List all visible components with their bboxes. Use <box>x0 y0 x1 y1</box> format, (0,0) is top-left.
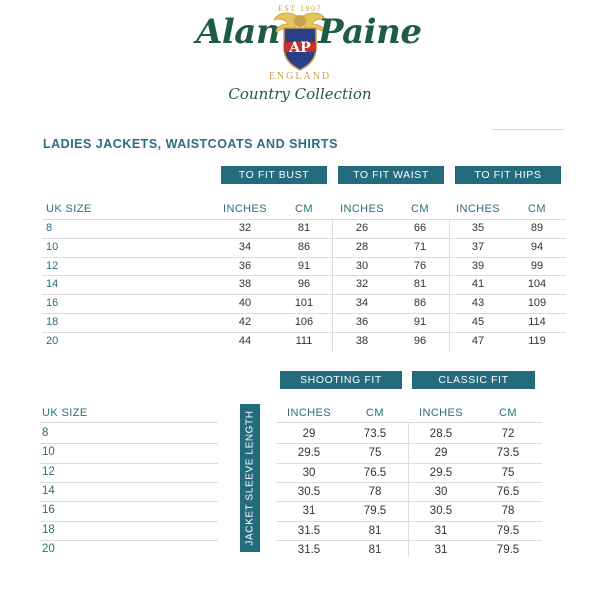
group-header-1: TO FIT WAIST <box>338 166 444 184</box>
column-header-3: CM <box>499 407 517 419</box>
group-divider <box>408 422 409 557</box>
table-cell: 81 <box>368 524 382 537</box>
group-divider <box>449 219 450 351</box>
size-row-divider <box>40 482 218 483</box>
brand-name-first: Alan <box>196 12 281 52</box>
table-cell: 76.5 <box>496 485 520 498</box>
table-cell: 36 <box>238 259 252 272</box>
size-label: 8 <box>42 427 49 439</box>
table-cell: 86 <box>297 240 311 253</box>
column-header-1: CM <box>366 407 384 419</box>
table-cell: 106 <box>294 316 314 328</box>
column-header-0: INCHES <box>223 203 267 215</box>
table-cell: 29.5 <box>429 466 453 479</box>
size-row-divider <box>40 521 218 522</box>
size-label: 12 <box>46 259 59 272</box>
values-row-divider <box>276 463 542 464</box>
table-cell: 72 <box>501 428 515 440</box>
table-cell: 42 <box>238 316 252 328</box>
table-cell: 29.5 <box>297 447 321 460</box>
size-row-divider <box>40 443 218 444</box>
table-cell: 30.5 <box>429 505 453 518</box>
table-cell: 89 <box>530 222 544 234</box>
group-header-0: SHOOTING FIT <box>280 371 402 389</box>
values-header-rule <box>276 422 542 423</box>
established-year: EST 1907 <box>277 4 323 13</box>
jacket-sleeve-length-label: JACKET SLEEVE LENGTH <box>244 410 256 546</box>
table-cell: 86 <box>413 297 427 310</box>
table-cell: 30 <box>434 485 448 498</box>
size-label: 14 <box>42 484 55 497</box>
values-row-divider <box>276 540 542 541</box>
table-cell: 28 <box>355 240 369 253</box>
group-header-1: CLASSIC FIT <box>412 371 535 389</box>
table-cell: 29 <box>434 447 448 460</box>
table-cell: 39 <box>471 259 485 272</box>
table-cell: 73.5 <box>496 447 520 460</box>
collection-name: Country Collection <box>228 85 372 103</box>
values-row-divider <box>276 521 542 522</box>
group-header-2: TO FIT HIPS <box>455 166 561 184</box>
size-label: 8 <box>46 222 53 234</box>
table-cell: 28.5 <box>429 428 453 440</box>
table-cell: 114 <box>528 316 546 328</box>
table-cell: 79.5 <box>496 543 520 556</box>
table-cell: 78 <box>368 485 382 498</box>
table-cell: 31 <box>434 543 448 556</box>
table-cell: 94 <box>530 240 544 253</box>
values-row-divider <box>276 482 542 483</box>
table-cell: 78 <box>501 505 515 518</box>
column-header-0: INCHES <box>287 407 331 419</box>
header-divider <box>492 129 564 130</box>
size-label: 20 <box>46 334 59 347</box>
table-cell: 38 <box>238 278 252 291</box>
size-header-rule <box>40 422 218 423</box>
table-cell: 30 <box>302 466 316 479</box>
table-cell: 29 <box>302 428 316 440</box>
table-cell: 31.5 <box>297 524 321 537</box>
table-cell: 81 <box>297 222 311 234</box>
table-cell: 31 <box>434 524 448 537</box>
table-cell: 96 <box>297 278 311 291</box>
column-header-5: CM <box>528 203 546 215</box>
row-divider <box>42 294 566 295</box>
table-cell: 34 <box>238 240 252 253</box>
size-row-divider <box>40 501 218 502</box>
table-cell: 36 <box>355 316 369 328</box>
table-cell: 30.5 <box>297 485 321 498</box>
table-cell: 41 <box>471 278 485 291</box>
column-header-1: CM <box>295 203 313 215</box>
brand-name-second: Paine <box>318 12 422 52</box>
row-divider <box>42 332 566 333</box>
brand-country: ENGLAND <box>268 71 332 82</box>
row-divider <box>42 313 566 314</box>
table-cell: 96 <box>413 334 427 347</box>
size-label: 12 <box>42 465 55 478</box>
table-cell: 34 <box>355 297 369 310</box>
table-cell: 26 <box>355 222 369 234</box>
table-cell: 79.5 <box>496 524 520 537</box>
table-cell: 91 <box>413 316 427 328</box>
table-cell: 32 <box>355 278 369 291</box>
size-label: 20 <box>42 542 55 555</box>
size-label: 18 <box>46 316 59 328</box>
values-row-divider <box>276 501 542 502</box>
size-label: 16 <box>42 504 55 517</box>
table-cell: 43 <box>471 297 485 310</box>
section-title: LADIES JACKETS, WAISTCOATS AND SHIRTS <box>43 137 338 151</box>
table-cell: 111 <box>295 334 313 347</box>
table-cell: 44 <box>238 334 252 347</box>
size-label: 10 <box>42 446 55 459</box>
table-cell: 66 <box>413 222 427 234</box>
crest-helmet <box>294 15 306 27</box>
table-cell: 119 <box>528 334 546 347</box>
row-divider <box>42 238 566 239</box>
table-cell: 75 <box>368 447 382 460</box>
table-cell: 104 <box>527 278 547 291</box>
table-cell: 81 <box>413 278 427 291</box>
size-label: 18 <box>42 523 55 536</box>
table-cell: 75 <box>501 466 515 479</box>
size-column-header: UK SIZE <box>46 203 92 215</box>
group-header-0: TO FIT BUST <box>221 166 327 184</box>
table-cell: 37 <box>471 240 485 253</box>
row-divider <box>42 257 566 258</box>
table-cell: 79.5 <box>363 505 387 518</box>
values-row-divider <box>276 443 542 444</box>
table-cell: 45 <box>471 316 485 328</box>
row-divider <box>42 275 566 276</box>
table-cell: 73.5 <box>363 428 387 440</box>
column-header-2: INCHES <box>419 407 463 419</box>
table-cell: 76 <box>413 259 427 272</box>
header-rule <box>42 219 566 220</box>
size-row-divider <box>40 463 218 464</box>
crest-letters: AP <box>289 40 311 56</box>
table-cell: 99 <box>530 259 544 272</box>
table-cell: 47 <box>471 334 485 347</box>
size-column-header: UK SIZE <box>42 407 88 419</box>
column-header-3: CM <box>411 203 429 215</box>
size-label: 16 <box>46 297 59 310</box>
size-label: 10 <box>46 240 59 253</box>
size-label: 14 <box>46 278 59 291</box>
size-row-divider <box>40 540 218 541</box>
table-cell: 76.5 <box>363 466 387 479</box>
table-cell: 38 <box>355 334 369 347</box>
column-header-2: INCHES <box>340 203 384 215</box>
table-cell: 31.5 <box>297 543 321 556</box>
table-cell: 32 <box>238 222 252 234</box>
table-cell: 101 <box>294 297 314 310</box>
table-cell: 81 <box>368 543 382 556</box>
table-cell: 71 <box>413 240 427 253</box>
table-cell: 31 <box>302 505 316 518</box>
group-divider <box>332 219 333 351</box>
table-cell: 109 <box>527 297 547 310</box>
table-cell: 30 <box>355 259 369 272</box>
table-cell: 35 <box>471 222 485 234</box>
table-cell: 91 <box>297 259 311 272</box>
table-cell: 40 <box>238 297 252 310</box>
column-header-4: INCHES <box>456 203 500 215</box>
